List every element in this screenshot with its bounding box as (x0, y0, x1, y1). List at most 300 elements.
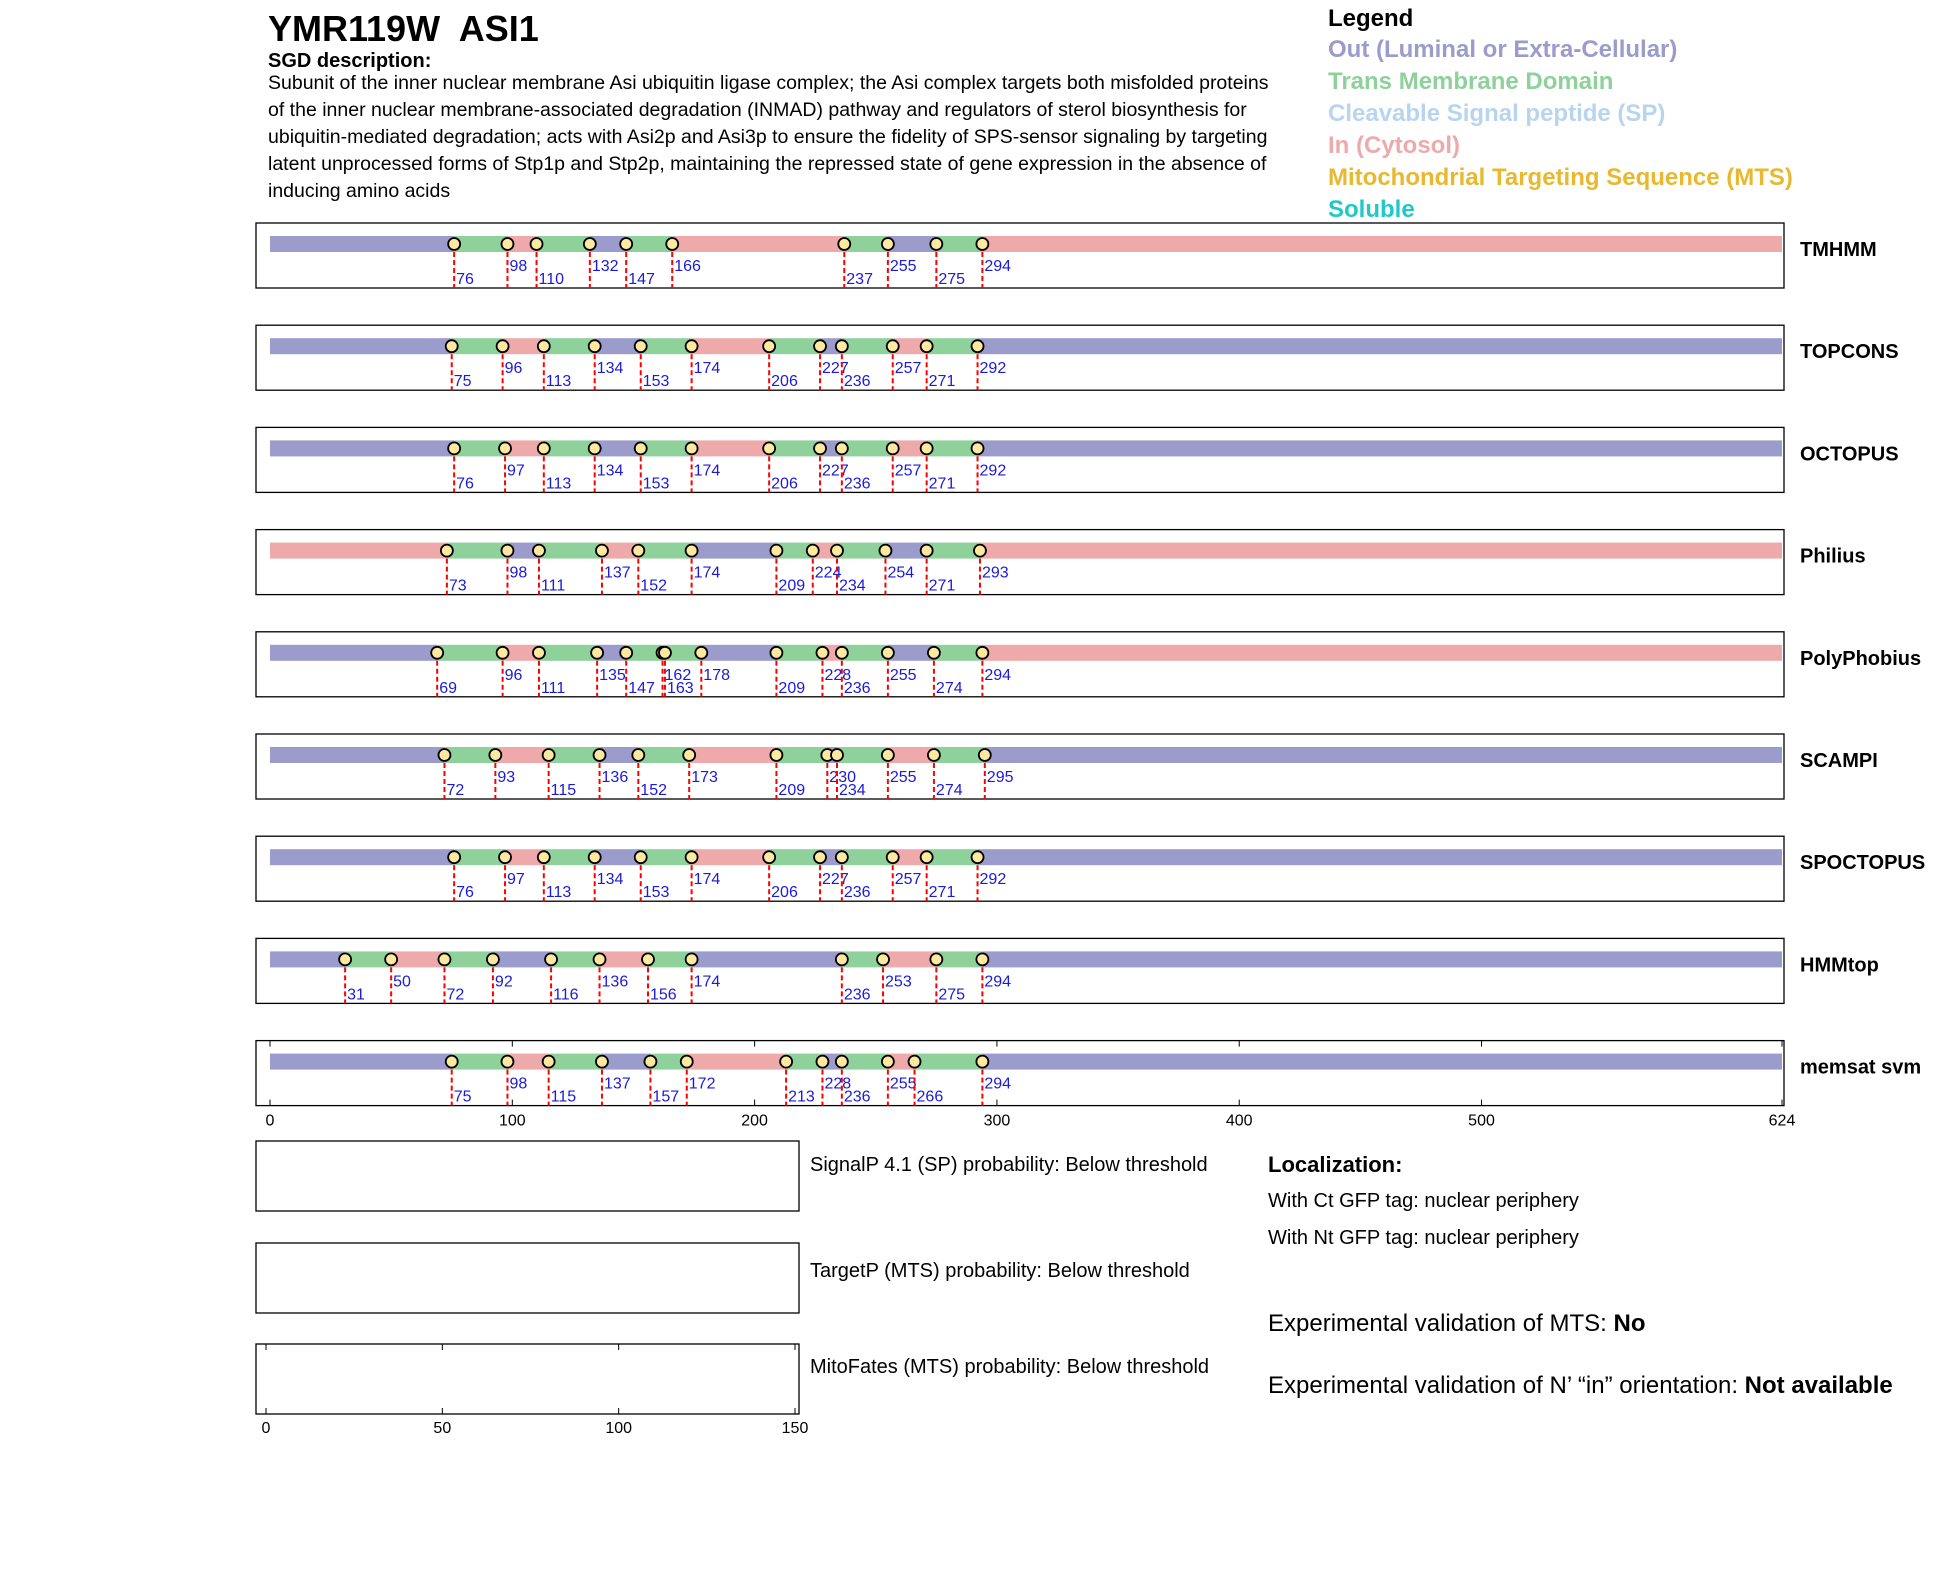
topology-segment (270, 849, 454, 865)
boundary-marker (686, 545, 698, 557)
topology-segment (776, 645, 822, 661)
boundary-marker (339, 953, 351, 965)
boundary-label: 31 (347, 986, 365, 1004)
topology-segment (842, 645, 888, 661)
boundary-label: 294 (984, 973, 1012, 991)
topology-segment (978, 440, 1782, 456)
boundary-label: 110 (538, 271, 565, 288)
boundary-label: 271 (928, 373, 956, 391)
boundary-label: 230 (829, 769, 857, 786)
boundary-marker (533, 647, 545, 659)
probability-axis-tick-label: 0 (261, 1420, 271, 1437)
boundary-label: 98 (509, 564, 528, 582)
topology-segment (978, 849, 1782, 865)
boundary-label: 153 (642, 475, 670, 493)
boundary-marker (659, 647, 671, 659)
topology-segment (936, 236, 982, 252)
boundary-label: 293 (981, 564, 1009, 582)
topology-segment (982, 645, 1782, 661)
boundary-label: 274 (935, 679, 963, 697)
topology-segment (539, 543, 602, 559)
boundary-marker (928, 749, 940, 761)
boundary-marker (620, 647, 632, 659)
boundary-marker (594, 953, 606, 965)
track-frame (256, 1041, 1784, 1106)
boundary-label: 115 (550, 782, 577, 799)
boundary-marker (448, 442, 460, 454)
topology-segment (692, 951, 842, 967)
topology-segment (544, 440, 595, 456)
boundary-marker (596, 545, 608, 557)
boundary-label: 236 (843, 475, 871, 493)
boundary-marker (831, 749, 843, 761)
boundary-marker (836, 442, 848, 454)
topology-segment (934, 645, 982, 661)
topology-segment (493, 951, 551, 967)
boundary-marker (814, 851, 826, 863)
boundary-marker (770, 749, 782, 761)
legend-item-soluble: Soluble (1328, 196, 1415, 223)
boundary-label: 227 (822, 871, 849, 889)
boundary-label: 209 (778, 782, 806, 799)
track-frame (256, 938, 1784, 1003)
x-axis-tick-label: 400 (1225, 1112, 1253, 1130)
probability-panel-frame (256, 1344, 799, 1414)
boundary-label: 174 (693, 462, 721, 480)
boundary-label: 134 (596, 462, 624, 480)
boundary-label: 271 (928, 884, 956, 902)
boundary-label: 136 (601, 973, 629, 991)
topology-segment (537, 236, 590, 252)
topology-segment (776, 747, 827, 763)
topology-segment (888, 645, 934, 661)
topology-segment (915, 1054, 983, 1070)
boundary-label: 153 (642, 884, 670, 902)
boundary-label: 113 (545, 475, 572, 493)
topology-segment (641, 338, 692, 354)
boundary-label: 275 (938, 271, 966, 288)
topology-segment (672, 236, 844, 252)
localization-nt-gfp: With Nt GFP tag: nuclear periphery (1268, 1227, 1579, 1249)
topology-segment (837, 747, 888, 763)
boundary-marker (438, 953, 450, 965)
boundary-label: 257 (894, 360, 922, 378)
boundary-marker (972, 340, 984, 352)
boundary-marker (635, 851, 647, 863)
boundary-marker (538, 340, 550, 352)
topology-segment (454, 236, 507, 252)
boundary-label: 96 (504, 666, 523, 684)
boundary-marker (620, 238, 632, 250)
boundary-label: 97 (507, 871, 525, 889)
boundary-marker (686, 953, 698, 965)
boundary-label: 227 (822, 462, 849, 480)
boundary-label: 292 (979, 462, 1007, 480)
boundary-label: 234 (839, 782, 866, 799)
track-name: HMMtop (1800, 954, 1879, 977)
topology-segment (641, 849, 692, 865)
topology-segment (544, 849, 595, 865)
legend-item-in: In (Cytosol) (1328, 132, 1460, 159)
topology-segment (687, 1054, 786, 1070)
topology-segment (539, 645, 597, 661)
boundary-marker (545, 953, 557, 965)
boundary-marker (921, 442, 933, 454)
boundary-label: 274 (935, 782, 963, 799)
boundary-label: 147 (628, 679, 655, 697)
boundary-label: 147 (628, 271, 655, 288)
topology-segment (982, 1054, 1782, 1070)
boundary-label: 75 (453, 1088, 472, 1106)
mitofates-probability-label: MitoFates (MTS) probability: Below threshold (810, 1356, 1210, 1378)
boundary-marker (543, 749, 555, 761)
topology-segment (595, 338, 641, 354)
topology-segment (551, 951, 599, 967)
boundary-label: 152 (640, 782, 668, 799)
topology-segment (549, 747, 600, 763)
boundary-marker (632, 749, 644, 761)
topology-segment (842, 440, 893, 456)
topology-segment (978, 338, 1782, 354)
targetp-probability-label: TargetP (MTS) probability: Below threshold (810, 1260, 1190, 1282)
boundary-label: 72 (446, 782, 465, 799)
boundary-label: 257 (894, 462, 922, 480)
boundary-label: 294 (984, 258, 1012, 275)
boundary-marker (976, 953, 988, 965)
boundary-label: 111 (540, 679, 566, 697)
boundary-marker (972, 442, 984, 454)
boundary-label: 294 (984, 1075, 1012, 1093)
boundary-marker (635, 442, 647, 454)
boundary-marker (591, 647, 603, 659)
boundary-marker (814, 340, 826, 352)
boundary-label: 237 (846, 271, 873, 288)
topology-segment (391, 951, 444, 967)
topology-segment (842, 849, 893, 865)
boundary-label: 69 (439, 679, 457, 697)
topology-segment (701, 645, 776, 661)
boundary-marker (499, 851, 511, 863)
track-frame (256, 223, 1784, 288)
x-axis-tick-label: 0 (265, 1112, 275, 1130)
track-name: Philius (1800, 545, 1866, 568)
boundary-label: 96 (504, 360, 523, 378)
boundary-label: 166 (674, 258, 701, 275)
boundary-marker (770, 647, 782, 659)
boundary-label: 292 (979, 871, 1007, 889)
topology-segment (927, 543, 980, 559)
topology-segment (689, 747, 776, 763)
boundary-label: 255 (889, 1075, 917, 1093)
boundary-label: 236 (843, 1088, 871, 1106)
topology-segment (270, 338, 452, 354)
boundary-marker (644, 1056, 656, 1068)
experimental-mts-value: No (1613, 1310, 1646, 1337)
topology-segment (345, 951, 391, 967)
boundary-marker (979, 749, 991, 761)
boundary-marker (930, 953, 942, 965)
boundary-label: 206 (771, 373, 798, 391)
boundary-marker (385, 953, 397, 965)
boundary-label: 137 (603, 564, 631, 582)
boundary-label: 172 (688, 1075, 716, 1093)
boundary-label: 255 (889, 666, 917, 684)
topology-segment (842, 1054, 888, 1070)
topology-segment (888, 747, 934, 763)
boundary-label: 98 (509, 258, 528, 275)
topology-segment (454, 440, 505, 456)
boundary-label: 254 (887, 564, 915, 582)
topology-segment (270, 440, 454, 456)
probability-axis-tick-label: 100 (605, 1420, 633, 1437)
boundary-label: 152 (640, 577, 668, 595)
topology-segment (444, 747, 495, 763)
boundary-label: 236 (843, 373, 871, 391)
boundary-marker (882, 1056, 894, 1068)
legend-item-tm: Trans Membrane Domain (1328, 68, 1614, 95)
boundary-label: 228 (824, 666, 852, 684)
boundary-marker (882, 749, 894, 761)
boundary-label: 174 (693, 871, 721, 889)
probability-panel-frame (256, 1141, 799, 1211)
boundary-label: 224 (814, 564, 842, 582)
boundary-marker (763, 442, 775, 454)
boundary-label: 111 (540, 577, 566, 595)
track-frame (256, 325, 1784, 390)
x-axis-tick-label: 100 (498, 1112, 526, 1130)
boundary-marker (489, 749, 501, 761)
boundary-label: 134 (596, 871, 624, 889)
legend-item-sp: Cleavable Signal peptide (SP) (1328, 100, 1666, 127)
legend-item-out: Out (Luminal or Extra-Cellular) (1328, 36, 1678, 63)
boundary-label: 134 (596, 360, 624, 378)
boundary-label: 73 (448, 577, 467, 595)
boundary-marker (446, 1056, 458, 1068)
boundary-label: 209 (778, 679, 806, 697)
boundary-label: 92 (494, 973, 513, 991)
boundary-marker (921, 340, 933, 352)
boundary-marker (976, 1056, 988, 1068)
boundary-marker (807, 545, 819, 557)
topology-segment (602, 1054, 650, 1070)
topology-segment (437, 645, 502, 661)
localization-ct-gfp: With Ct GFP tag: nuclear periphery (1268, 1190, 1579, 1212)
boundary-label: 295 (986, 769, 1014, 786)
boundary-marker (887, 442, 899, 454)
boundary-marker (446, 340, 458, 352)
boundary-marker (882, 238, 894, 250)
boundary-marker (632, 545, 644, 557)
topology-segment (837, 543, 885, 559)
topology-segment (842, 338, 893, 354)
boundary-marker (584, 238, 596, 250)
boundary-marker (441, 545, 453, 557)
track-name: SPOCTOPUS (1800, 852, 1926, 875)
boundary-label: 137 (603, 1075, 631, 1093)
topology-segment (595, 440, 641, 456)
topology-segment (883, 951, 936, 967)
track-name: TMHMM (1800, 239, 1877, 261)
legend-title: Legend (1328, 5, 1414, 32)
boundary-marker (642, 953, 654, 965)
boundary-label: 153 (642, 373, 670, 391)
boundary-marker (763, 851, 775, 863)
probability-axis-tick-label: 50 (433, 1420, 452, 1437)
boundary-marker (816, 647, 828, 659)
boundary-marker (974, 545, 986, 557)
boundary-marker (635, 340, 647, 352)
boundary-label: 50 (393, 973, 411, 991)
topology-segment (444, 951, 492, 967)
topology-segment (452, 338, 503, 354)
boundary-marker (887, 340, 899, 352)
boundary-marker (814, 442, 826, 454)
boundary-marker (589, 340, 601, 352)
boundary-label: 98 (509, 1075, 528, 1093)
boundary-marker (972, 851, 984, 863)
track-name: OCTOPUS (1800, 443, 1899, 466)
boundary-label: 271 (928, 577, 956, 595)
topology-segment (638, 747, 689, 763)
track-frame (256, 836, 1784, 901)
topology-segment (769, 440, 820, 456)
experimental-n-in (1268, 1370, 1908, 1402)
boundary-marker (976, 647, 988, 659)
topology-segment (270, 747, 444, 763)
topology-segment (692, 440, 770, 456)
boundary-marker (589, 851, 601, 863)
boundary-label: 156 (650, 986, 677, 1004)
boundary-marker (780, 1056, 792, 1068)
boundary-marker (594, 749, 606, 761)
topology-segment (692, 543, 777, 559)
boundary-marker (438, 749, 450, 761)
boundary-marker (836, 647, 848, 659)
topology-segment (626, 236, 672, 252)
topology-segment (454, 849, 505, 865)
topology-segment (638, 543, 691, 559)
boundary-marker (695, 647, 707, 659)
boundary-marker (770, 545, 782, 557)
boundary-label: 234 (839, 577, 866, 595)
boundary-marker (877, 953, 889, 965)
boundary-marker (497, 340, 509, 352)
boundary-label: 271 (928, 475, 956, 493)
sgd-description-text: Subunit of the inner nuclear membrane Asi ubiquitin ligase complex; the Asi complex targets both misfolded proteins of the inner nuclear membrane-associated degradation (INMAD) pathway and regulators of sterol biosynthesis for ubiquitin-mediated degradation; acts with Asi2p and Asi3p to ensure the fidelity of SPS-sensor signaling by targeting latent unprocessed forms of Stp1p and Stp2p, maintaining the repressed state of gene expression in the absence of inducing amino acids (268, 72, 1269, 202)
boundary-marker (538, 442, 550, 454)
legend-item-mts: Mitochondrial Targeting Sequence (MTS) (1328, 164, 1793, 191)
boundary-marker (882, 647, 894, 659)
boundary-marker (499, 442, 511, 454)
track-name: TOPCONS (1800, 341, 1899, 364)
topology-segment (270, 645, 437, 661)
boundary-marker (497, 647, 509, 659)
boundary-label: 157 (652, 1088, 680, 1106)
boundary-label: 135 (599, 666, 626, 684)
topology-segment (595, 849, 641, 865)
experimental-mts-label: Experimental validation of MTS: (1268, 1310, 1614, 1337)
boundary-marker (836, 953, 848, 965)
boundary-label: 266 (916, 1088, 944, 1106)
experimental-n-in-value: Not available (1744, 1372, 1893, 1399)
track-name: SCAMPI (1800, 750, 1878, 772)
boundary-marker (887, 851, 899, 863)
boundary-label: 257 (894, 871, 922, 889)
boundary-marker (501, 238, 513, 250)
track-frame (256, 530, 1784, 595)
boundary-label: 162 (664, 666, 692, 684)
topology-segment (927, 338, 978, 354)
boundary-label: 174 (693, 564, 721, 582)
boundary-label: 136 (601, 769, 629, 786)
x-axis-tick-label: 300 (983, 1112, 1011, 1130)
boundary-label: 236 (843, 884, 871, 902)
topology-segment (549, 1054, 602, 1070)
topology-segment (692, 338, 770, 354)
boundary-marker (909, 1056, 921, 1068)
boundary-label: 209 (778, 577, 806, 595)
boundary-label: 76 (456, 884, 474, 902)
experimental-mts (1268, 1310, 1645, 1338)
topology-segment (769, 338, 820, 354)
boundary-marker (686, 851, 698, 863)
topology-segment (452, 1054, 508, 1070)
topology-segment (270, 236, 454, 252)
boundary-label: 76 (456, 271, 474, 288)
topology-segment (270, 951, 345, 967)
boundary-marker (501, 1056, 513, 1068)
boundary-marker (531, 238, 543, 250)
boundary-marker (836, 1056, 848, 1068)
boundary-label: 255 (889, 769, 917, 786)
boundary-marker (921, 545, 933, 557)
boundary-label: 173 (691, 769, 718, 786)
topology-segment (927, 849, 978, 865)
topology-segment (982, 236, 1782, 252)
boundary-marker (666, 238, 678, 250)
boundary-marker (448, 238, 460, 250)
topology-segment (980, 543, 1782, 559)
boundary-marker (836, 851, 848, 863)
topology-segment (927, 440, 978, 456)
boundary-marker (921, 851, 933, 863)
topology-segment (270, 1054, 452, 1070)
boundary-marker (879, 545, 891, 557)
boundary-label: 253 (885, 973, 912, 991)
track-frame (256, 734, 1784, 799)
boundary-marker (448, 851, 460, 863)
boundary-label: 275 (938, 986, 966, 1004)
boundary-marker (836, 340, 848, 352)
boundary-label: 163 (666, 679, 694, 697)
boundary-label: 206 (771, 475, 798, 493)
x-axis-tick-label: 624 (1768, 1112, 1796, 1130)
boundary-label: 174 (693, 973, 721, 991)
boundary-label: 236 (843, 679, 871, 697)
boundary-marker (686, 442, 698, 454)
topology-segment (982, 951, 1782, 967)
topology-segment (600, 951, 648, 967)
boundary-label: 113 (545, 884, 572, 902)
boundary-marker (596, 1056, 608, 1068)
x-axis-tick-label: 500 (1468, 1112, 1495, 1130)
boundary-label: 75 (453, 373, 472, 391)
topology-segment (270, 543, 447, 559)
boundary-marker (686, 340, 698, 352)
topology-segment (888, 236, 936, 252)
boundary-marker (533, 545, 545, 557)
topology-segment (769, 849, 820, 865)
